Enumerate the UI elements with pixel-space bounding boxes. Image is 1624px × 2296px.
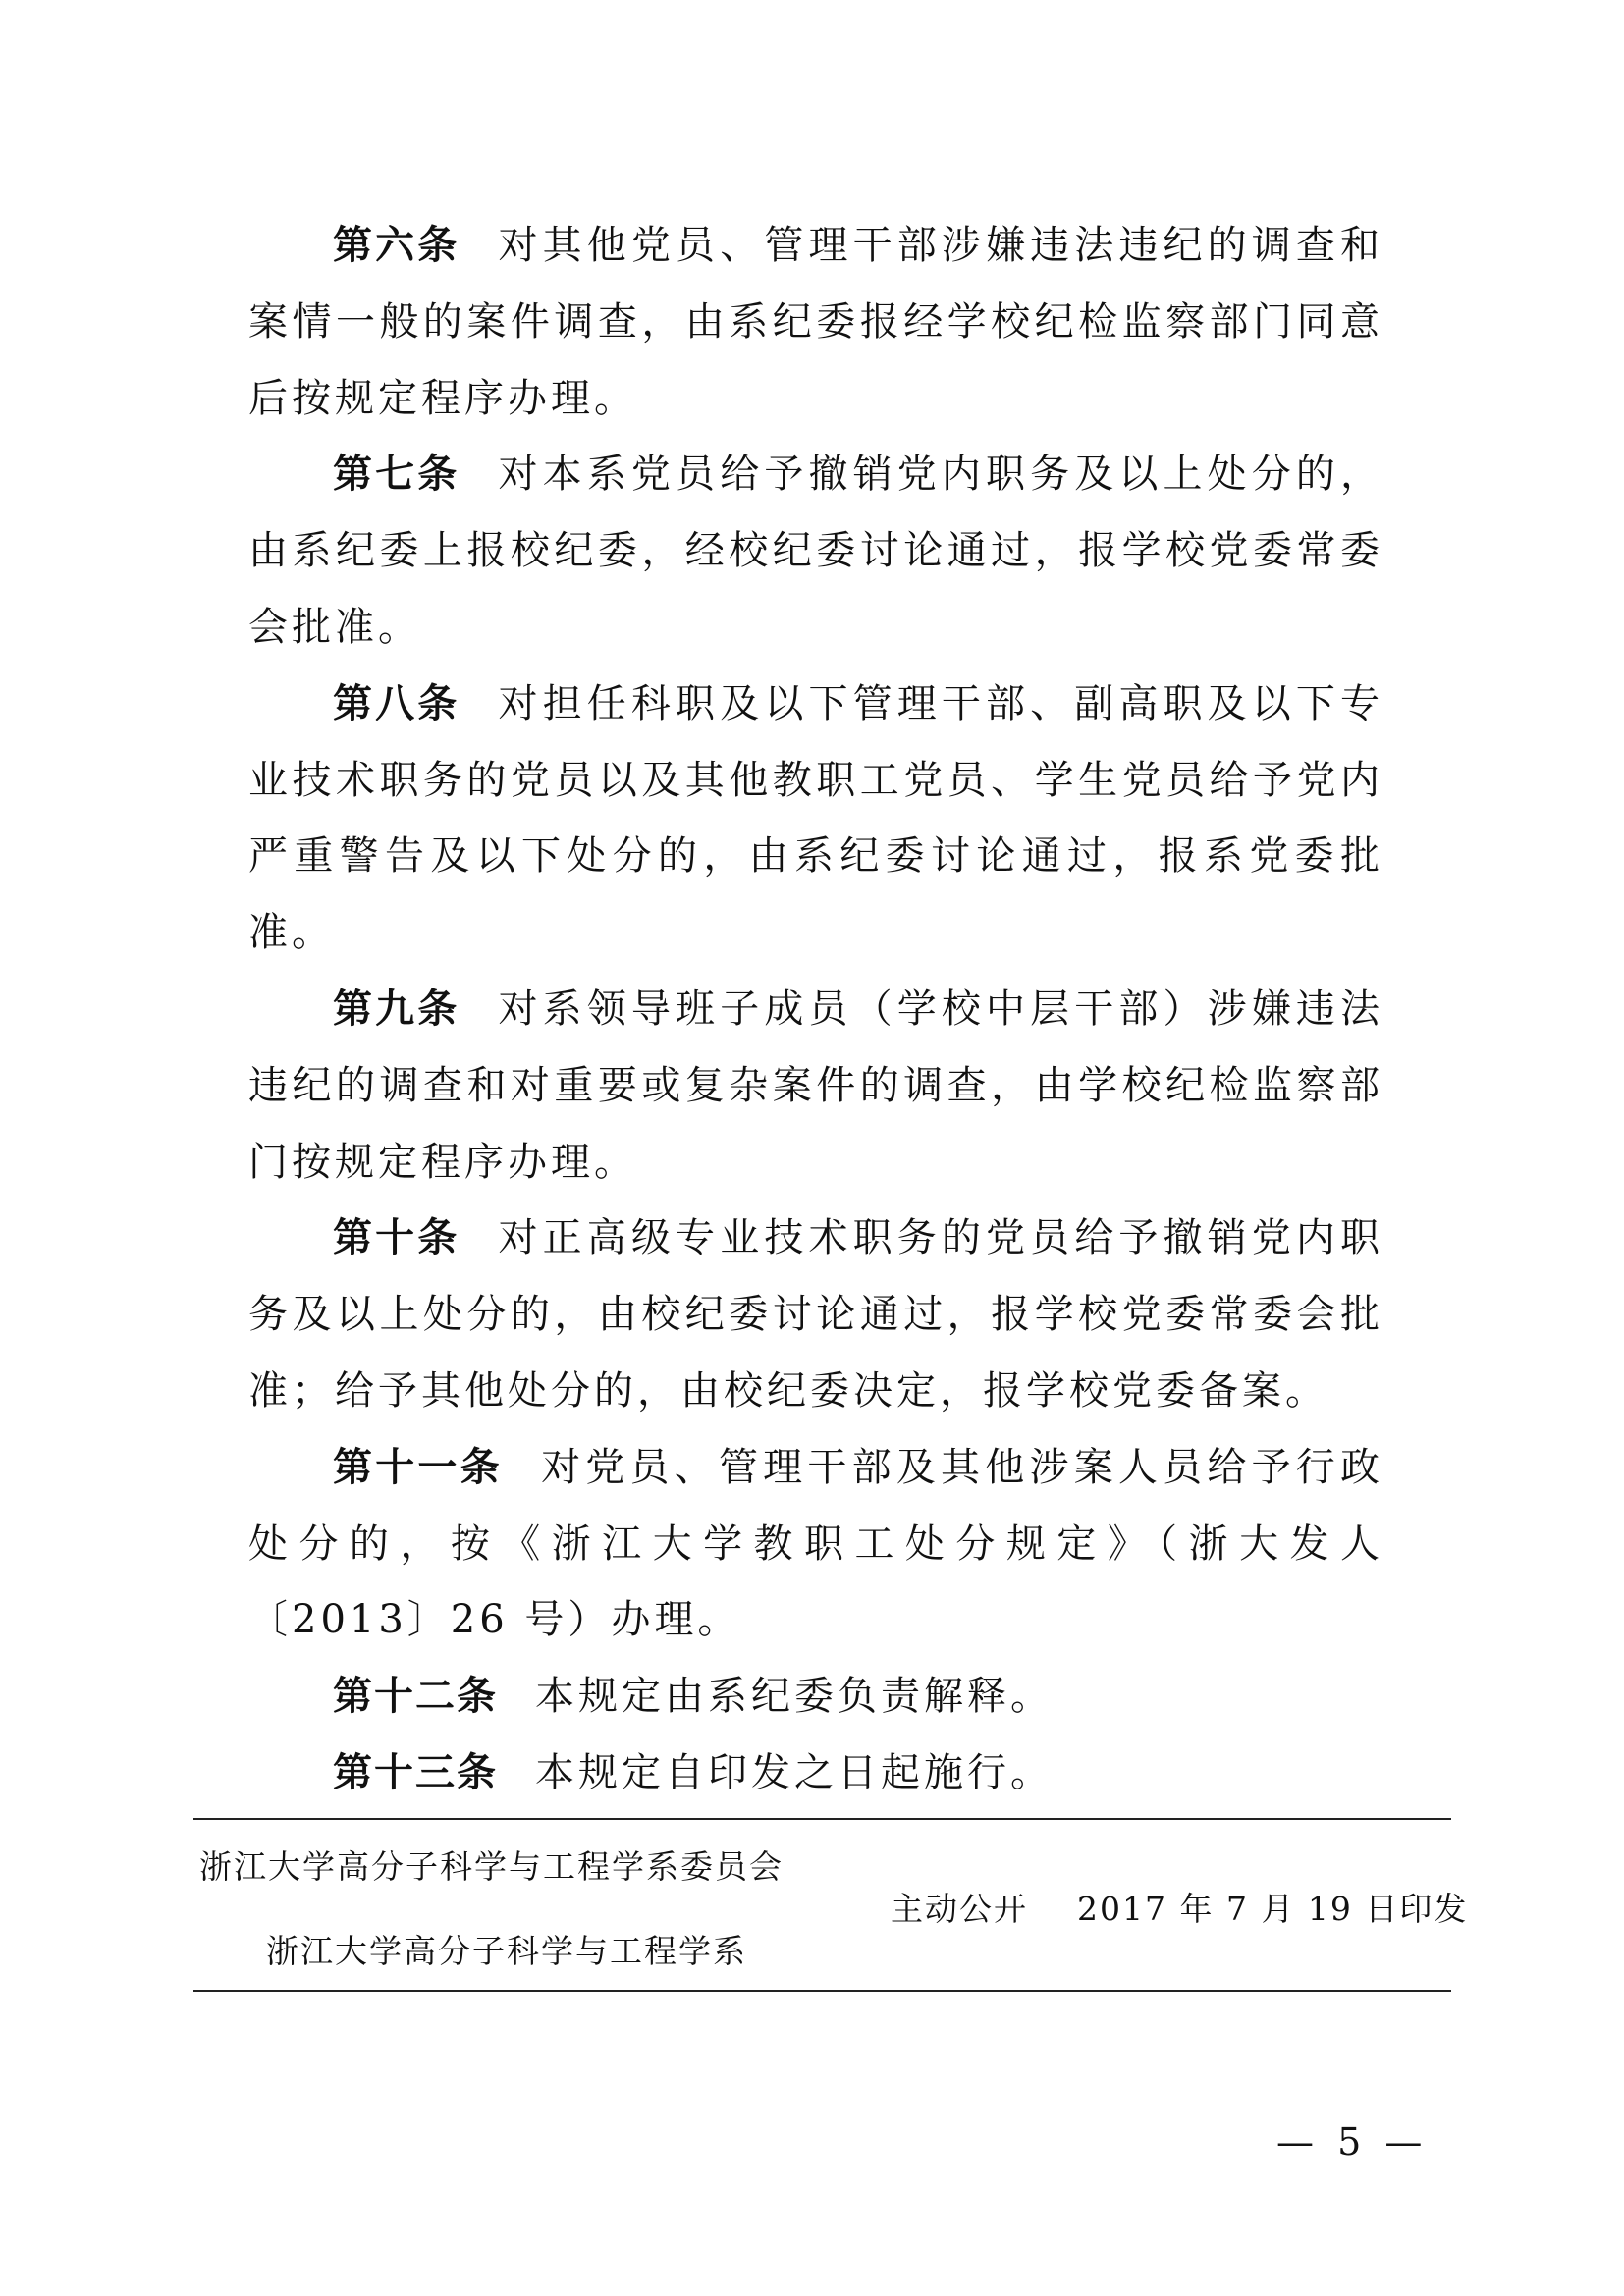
article-text: 本规定自印发之日起施行。 <box>535 1749 1054 1795</box>
article-8 <box>248 667 1383 972</box>
article-title: 第七条 <box>333 452 460 498</box>
article-title: 第十二条 <box>333 1674 498 1720</box>
article-title: 第八条 <box>333 680 460 726</box>
article-text: 对党员、管理干部及其他涉案人员给予行政处分的，按《浙江大学教职工处分规定》（浙大发人〔2013〕26 号）办理。 <box>248 1444 1384 1643</box>
article-title: 第十条 <box>333 1215 460 1261</box>
article-text: 对其他党员、管理干部涉嫌违法违纪的调查和案情一般的案件调查，由系纪委报经学校纪检监察部门同意后按规定程序办理。 <box>248 223 1384 421</box>
issue-date: 2017 年 7 月 19 日印发 <box>1077 1890 1469 1928</box>
issuance-footer <box>193 1818 1469 1992</box>
article-title: 第十一条 <box>333 1444 503 1490</box>
article-text: 对系领导班子成员（学校中层干部）涉嫌违法违纪的调查和对重要或复杂案件的调查，由学校纪检监察部门按规定程序办理。 <box>248 986 1384 1185</box>
article-text: 对正高级专业技术职务的党员给予撤销党内职务及以上处分的，由校纪委讨论通过，报学校党委常委会批准；给予其他处分的，由校纪委决定，报学校党委备案。 <box>248 1215 1384 1414</box>
issuer-department: 浙江大学高分子科学与工程学系 <box>266 1932 747 1970</box>
article-6 <box>248 208 1383 437</box>
article-9 <box>248 972 1383 1201</box>
article-13 <box>248 1735 1383 1812</box>
article-11 <box>248 1430 1383 1659</box>
issuer-committee: 浙江大学高分子科学与工程学系委员会 <box>199 1847 784 1886</box>
article-text: 本规定由系纪委负责解释。 <box>535 1674 1054 1720</box>
disclosure-type: 主动公开 <box>891 1890 1028 1928</box>
article-12 <box>248 1659 1383 1735</box>
articles-body <box>248 208 1383 1812</box>
article-text: 对本系党员给予撤销党内职务及以上处分的，由系纪委上报校纪委，经校纪委讨论通过，报学校党委常委会批准。 <box>248 452 1384 650</box>
article-7 <box>248 437 1383 666</box>
article-10 <box>248 1201 1383 1429</box>
article-title: 第六条 <box>333 223 460 268</box>
article-title: 第九条 <box>333 986 460 1032</box>
article-text: 对担任科职及以下管理干部、副高职及以下专业技术职务的党员以及其他教职工党员、学生党员给予党内严重警告及以下处分的，由系纪委讨论通过，报系党委批准。 <box>248 680 1384 956</box>
article-title: 第十三条 <box>333 1749 498 1795</box>
page-number: — 5 — <box>1276 2120 1429 2163</box>
